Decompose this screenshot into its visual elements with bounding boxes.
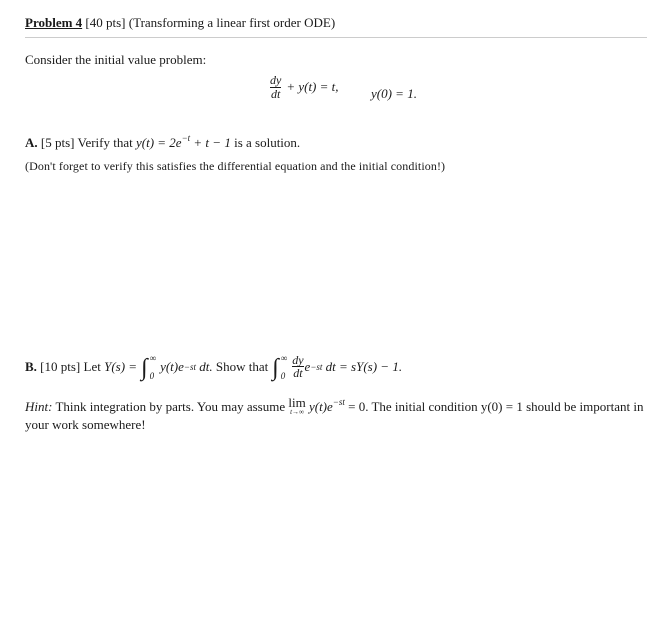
ivp-equation	[269, 74, 339, 100]
solution-lhs: y(t) = 2e	[135, 135, 182, 151]
solution-rest: + t − 1	[193, 135, 231, 151]
part-b-let: Let	[83, 359, 101, 375]
integrand-1-dt: dt.	[199, 359, 213, 375]
ivp-equation-block	[25, 72, 645, 110]
limit-word: lim	[288, 394, 306, 410]
fraction-2-denominator: dt	[293, 366, 303, 381]
solution-exponent: −t	[181, 133, 191, 144]
fraction-denominator: dt	[270, 86, 281, 101]
derivative-fraction	[269, 74, 282, 100]
upper-limit: ∞	[149, 352, 157, 363]
limit-operator	[288, 396, 305, 416]
problem-label: Problem 4	[25, 15, 83, 30]
initial-condition: y(0) = 1.	[371, 86, 417, 102]
intro-text: Consider the initial value problem:	[25, 51, 207, 67]
header-divider	[25, 37, 647, 38]
part-a-label: A.	[25, 135, 38, 151]
part-b-statement: B. [10 pts] Let Y(s) = ∫ ∞ 0 y(t)e −st dt. Show that ∫ ∞ 0 $\frac{dy}{dt}$ e −st dt = sY(s) − 1.	[25, 352, 403, 381]
integrand-2-exponent: −st	[310, 361, 323, 372]
hint-paragraph	[25, 396, 645, 434]
integral-sign-2: ∫	[272, 354, 279, 381]
limit-expression: y(t)e	[308, 398, 333, 414]
part-a-note: (Don't forget to verify this satisfies the differential equation and the initial condition!)	[25, 158, 446, 173]
part-a-statement	[25, 132, 645, 152]
hint-label: Hint:	[25, 398, 53, 414]
hint-text-1: Think integration by parts. You may assume	[55, 398, 286, 414]
part-b-points: [10 pts]	[40, 359, 81, 375]
integrand-1-exponent: −st	[183, 361, 196, 372]
derivative-fraction-2	[291, 354, 304, 380]
part-a-points: [5 pts]	[40, 135, 75, 151]
lower-limit-2: 0	[280, 370, 286, 381]
problem-title: (Transforming a linear first order ODE)	[128, 15, 336, 30]
limit-exponent: −st	[332, 396, 345, 407]
integral-limits	[150, 352, 156, 382]
lower-limit: 0	[149, 370, 155, 381]
limit-subscript: t→∞	[290, 407, 305, 416]
upper-limit-2: ∞	[280, 352, 288, 363]
part-a	[25, 132, 645, 174]
hint-text-2: = 0. The initial condition y(0) = 1 should be important in your work somewhere!	[25, 398, 644, 432]
part-b-label: B.	[25, 359, 37, 375]
problem-document	[25, 14, 645, 433]
fraction-numerator: dy	[270, 73, 282, 88]
fraction-2-numerator: dy	[292, 352, 304, 367]
problem-header	[25, 14, 645, 32]
part-a-text-before: Verify that	[77, 135, 133, 151]
ivp-rhs: + y(t) = t,	[286, 79, 339, 95]
integral-limits-2	[281, 352, 287, 382]
problem-points: [40 pts]	[85, 15, 126, 30]
result-expression: dt = sY(s) − 1.	[325, 359, 403, 375]
part-a-text-after: is a solution.	[234, 135, 301, 151]
integral-sign: ∫	[141, 354, 148, 381]
show-text: Show that	[215, 359, 269, 375]
integrand-1: y(t)e	[160, 359, 184, 375]
laplace-definition-lhs: Y(s) =	[104, 359, 138, 375]
